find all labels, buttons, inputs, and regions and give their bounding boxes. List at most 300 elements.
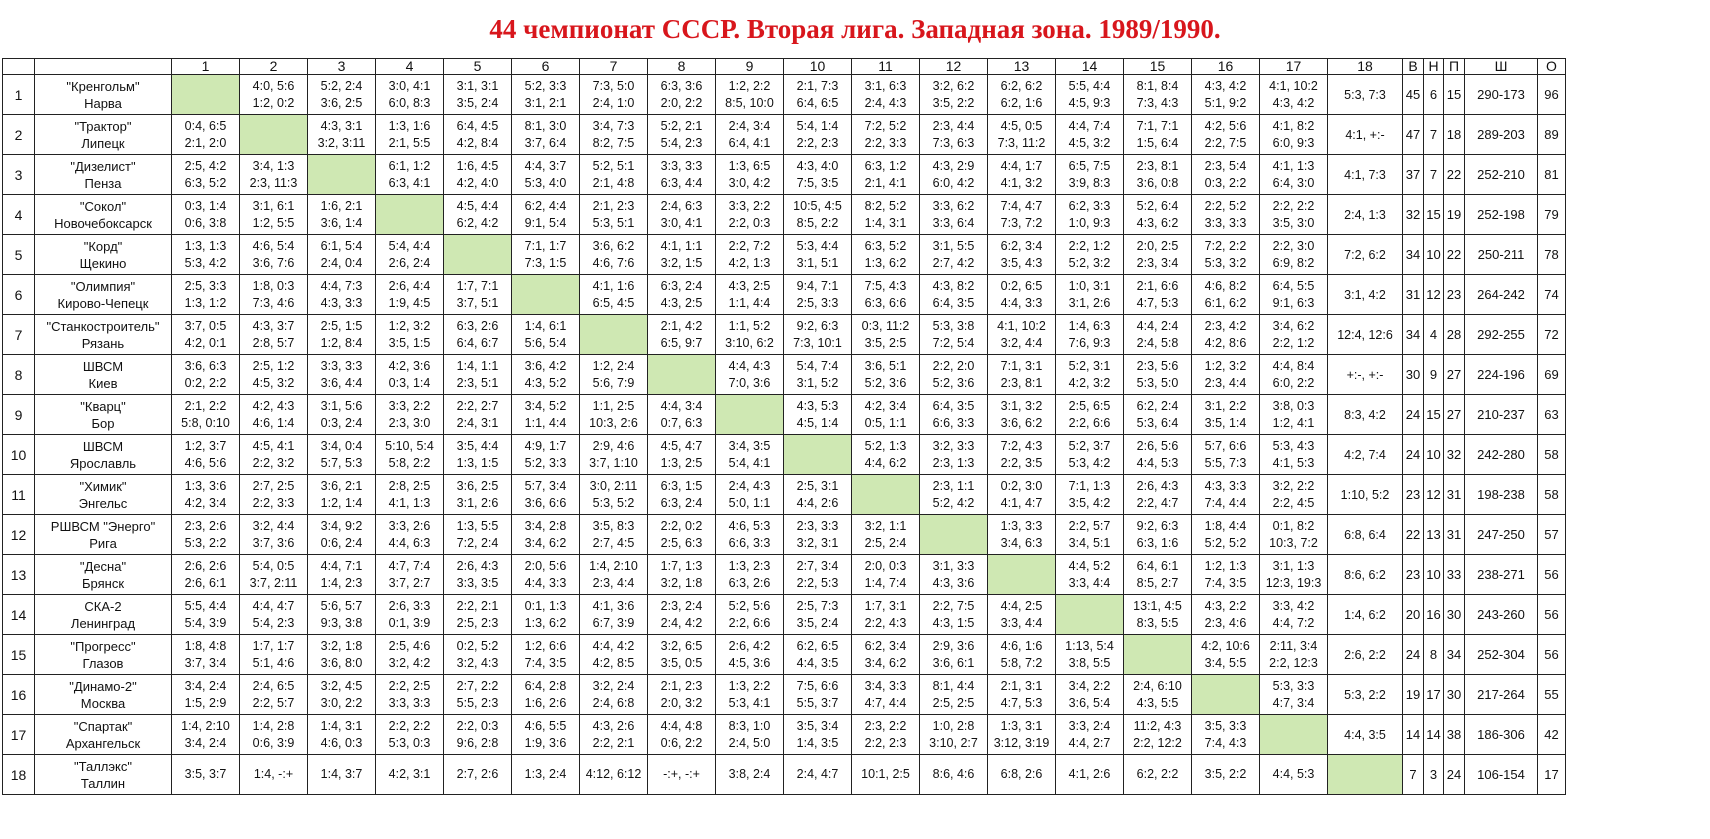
result-cell bbox=[240, 715, 308, 755]
result-line-2: 3:1, 5:2 bbox=[796, 375, 839, 390]
result-line-1: 3:6, 2:5 bbox=[456, 478, 499, 493]
result-line-1: 8:3, 1:0 bbox=[728, 718, 771, 733]
result-line-1: 3:5, 3:4 bbox=[796, 718, 839, 733]
result-line-1: 2:1, 2:2 bbox=[184, 398, 227, 413]
result-line-2: 3:6, 8:0 bbox=[320, 655, 363, 670]
points: 72 bbox=[1538, 315, 1566, 355]
result-cell bbox=[852, 75, 920, 115]
result-cell bbox=[172, 395, 240, 435]
losses: 31 bbox=[1444, 475, 1465, 515]
result-cell bbox=[376, 115, 444, 155]
diagonal-cell bbox=[512, 275, 580, 315]
result-line-1: 4:1, 10:2 bbox=[997, 318, 1046, 333]
result-line-1: 3:2, 6:5 bbox=[660, 638, 703, 653]
result-cell-18: 3:1, 4:2 bbox=[1328, 275, 1403, 315]
result-line-2: 5:3, 6:4 bbox=[1136, 415, 1179, 430]
result-line-1: 4:4, 4:2 bbox=[592, 638, 635, 653]
result-line-2: 2:7, 4:5 bbox=[592, 535, 635, 550]
result-cell bbox=[1056, 75, 1124, 115]
table-row bbox=[3, 235, 1566, 275]
result-line-1: 5:2, 2:4 bbox=[320, 78, 363, 93]
result-line-2: 5:8, 2:2 bbox=[388, 455, 431, 470]
team-cell bbox=[35, 195, 172, 235]
result-cell bbox=[716, 555, 784, 595]
result-cell-18: 4:2, 7:4 bbox=[1328, 435, 1403, 475]
wins: 14 bbox=[1403, 715, 1424, 755]
team-cell bbox=[35, 395, 172, 435]
result-cell bbox=[1192, 155, 1260, 195]
result-line-2: 2:6, 2:4 bbox=[388, 255, 431, 270]
result-line-2: 7:3, 6:3 bbox=[932, 135, 975, 150]
result-line-1: 8:1, 3:0 bbox=[524, 118, 567, 133]
wins: 31 bbox=[1403, 275, 1424, 315]
row-number: 10 bbox=[3, 435, 35, 475]
result-cell bbox=[920, 475, 988, 515]
result-line-1: 4:3, 3:3 bbox=[1204, 478, 1247, 493]
result-line-1: 3:6, 6:3 bbox=[184, 358, 227, 373]
result-cell bbox=[444, 435, 512, 475]
result-line-2: 2:2, 5:7 bbox=[252, 695, 295, 710]
result-line-2: 4:3, 3:6 bbox=[932, 575, 975, 590]
draws: 10 bbox=[1424, 435, 1444, 475]
result-line-1: 1:4, -:+ bbox=[253, 767, 294, 781]
result-line-1: 1:3, 6:5 bbox=[728, 158, 771, 173]
result-line-1: 6:2, 6:5 bbox=[796, 638, 839, 653]
table-row bbox=[3, 715, 1566, 755]
result-cell bbox=[1056, 235, 1124, 275]
result-line-2: 3:2, 4:3 bbox=[456, 655, 499, 670]
result-line-2: 3:10, 6:2 bbox=[725, 335, 774, 350]
result-line-2: 5:5, 7:3 bbox=[1204, 455, 1247, 470]
result-cell bbox=[852, 515, 920, 555]
result-line-1: 2:2, 7:2 bbox=[728, 238, 771, 253]
result-cell bbox=[580, 555, 648, 595]
result-cell-18: 8:3, 4:2 bbox=[1328, 395, 1403, 435]
result-line-1: 6:1, 1:2 bbox=[388, 158, 431, 173]
result-line-1: 3:5, 3:3 bbox=[1204, 718, 1247, 733]
result-line-1: 4:6, 5:5 bbox=[524, 718, 567, 733]
result-line-2: 5:4, 2:3 bbox=[660, 135, 703, 150]
points: 81 bbox=[1538, 155, 1566, 195]
goals: 217-264 bbox=[1465, 675, 1538, 715]
row-number: 11 bbox=[3, 475, 35, 515]
result-line-2: 5:2, 3:6 bbox=[932, 375, 975, 390]
points: 55 bbox=[1538, 675, 1566, 715]
result-line-1: 3:4, 2:2 bbox=[1068, 678, 1111, 693]
goals: 238-271 bbox=[1465, 555, 1538, 595]
result-line-2: 5:3, 4:0 bbox=[524, 175, 567, 190]
result-line-2: 6:2, 4:2 bbox=[456, 215, 499, 230]
result-cell bbox=[716, 595, 784, 635]
result-line-2: 1:2, 0:2 bbox=[252, 95, 295, 110]
result-cell bbox=[1124, 275, 1192, 315]
team-cell bbox=[35, 475, 172, 515]
diagonal-cell bbox=[716, 395, 784, 435]
result-cell bbox=[920, 155, 988, 195]
result-line-1: 3:3, 2:4 bbox=[1068, 718, 1111, 733]
result-cell bbox=[1124, 195, 1192, 235]
result-line-1: 2:5, 3:3 bbox=[184, 278, 227, 293]
team-name: "Кренгольм" bbox=[66, 78, 140, 94]
result-cell bbox=[852, 715, 920, 755]
result-line-2: 3:6, 5:4 bbox=[1068, 695, 1111, 710]
result-cell bbox=[988, 755, 1056, 795]
result-line-2: 9:6, 2:8 bbox=[456, 735, 499, 750]
result-line-2: 3:1, 2:1 bbox=[524, 95, 567, 110]
result-cell bbox=[1192, 115, 1260, 155]
result-line-2: 0:6, 2:2 bbox=[660, 735, 703, 750]
team-city: Бор bbox=[91, 415, 115, 431]
result-cell bbox=[784, 635, 852, 675]
result-line-2: 2:3, 8:1 bbox=[1000, 375, 1043, 390]
result-line-1: 3:4, 7:3 bbox=[592, 118, 635, 133]
result-cell bbox=[512, 755, 580, 795]
result-cell bbox=[512, 115, 580, 155]
table-row bbox=[3, 555, 1566, 595]
points: 58 bbox=[1538, 435, 1566, 475]
result-cell bbox=[512, 515, 580, 555]
result-line-2: 3:7, 3:6 bbox=[252, 535, 295, 550]
result-line-2: 1:3, 6:2 bbox=[524, 615, 567, 630]
result-line-1: 5:2, 6:4 bbox=[1136, 198, 1179, 213]
result-line-2: 2:2, 7:5 bbox=[1204, 135, 1247, 150]
result-line-2: 4:1, 1:3 bbox=[388, 495, 431, 510]
result-cell bbox=[1260, 675, 1328, 715]
result-line-2: 4:4, 7:2 bbox=[1272, 615, 1315, 630]
result-cell bbox=[512, 235, 580, 275]
result-line-1: 5:2, 2:1 bbox=[660, 118, 703, 133]
result-line-2: 3:3, 4:4 bbox=[1000, 615, 1043, 630]
result-line-1: 2:2, 0:3 bbox=[456, 718, 499, 733]
result-cell bbox=[444, 635, 512, 675]
result-line-1: 1:3, 3:6 bbox=[184, 478, 227, 493]
result-cell bbox=[1124, 555, 1192, 595]
result-cell bbox=[920, 355, 988, 395]
result-line-2: 4:6, 7:6 bbox=[592, 255, 635, 270]
header-w: В bbox=[1403, 59, 1424, 75]
result-cell bbox=[1260, 355, 1328, 395]
header-d: Н bbox=[1424, 59, 1444, 75]
points: 42 bbox=[1538, 715, 1566, 755]
result-line-1: 6:4, 5:5 bbox=[1272, 278, 1315, 293]
result-cell bbox=[240, 275, 308, 315]
result-line-1: 3:1, 2:2 bbox=[1204, 398, 1247, 413]
table-row bbox=[3, 115, 1566, 155]
page-title: 44 чемпионат СССР. Вторая лига. Западная зона. 1989/1990. bbox=[489, 14, 1221, 44]
result-line-1: 0:2, 5:2 bbox=[456, 638, 499, 653]
result-line-1: 4:4, 4:7 bbox=[252, 598, 295, 613]
result-line-1: 1:3, 3:3 bbox=[1000, 518, 1043, 533]
result-line-1: 6:2, 3:3 bbox=[1068, 198, 1111, 213]
result-line-1: 2:3, 8:1 bbox=[1136, 158, 1179, 173]
result-line-2: 3:7, 3:4 bbox=[184, 655, 227, 670]
team-city: Липецк bbox=[81, 135, 125, 151]
result-cell bbox=[1260, 595, 1328, 635]
result-line-2: 7:0, 3:6 bbox=[728, 375, 771, 390]
result-cell bbox=[308, 395, 376, 435]
result-cell bbox=[988, 235, 1056, 275]
diagonal-cell bbox=[784, 435, 852, 475]
result-line-1: 3:2, 1:1 bbox=[864, 518, 907, 533]
result-line-2: 2:2, 2:1 bbox=[592, 735, 635, 750]
result-line-2: 2:3, 5:1 bbox=[456, 375, 499, 390]
result-line-1: 6:2, 2:4 bbox=[1136, 398, 1179, 413]
goals: 250-211 bbox=[1465, 235, 1538, 275]
result-line-2: 6:9, 8:2 bbox=[1272, 255, 1315, 270]
result-cell bbox=[172, 635, 240, 675]
losses: 30 bbox=[1444, 595, 1465, 635]
result-line-2: 6:5, 4:5 bbox=[592, 295, 635, 310]
result-line-2: 1:9, 3:6 bbox=[524, 735, 567, 750]
result-line-2: 3:2, 4:2 bbox=[388, 655, 431, 670]
result-line-1: 5:5, 4:4 bbox=[184, 598, 227, 613]
result-line-1: 8:2, 5:2 bbox=[864, 198, 907, 213]
result-cell bbox=[920, 555, 988, 595]
result-cell bbox=[1192, 475, 1260, 515]
result-cell bbox=[512, 475, 580, 515]
draws: 3 bbox=[1424, 755, 1444, 795]
result-line-1: 3:1, 6:3 bbox=[864, 78, 907, 93]
result-line-2: 3:5, 1:5 bbox=[388, 335, 431, 350]
goals: 252-198 bbox=[1465, 195, 1538, 235]
result-cell bbox=[988, 115, 1056, 155]
result-cell bbox=[376, 275, 444, 315]
result-line-1: 9:2, 6:3 bbox=[796, 318, 839, 333]
result-cell bbox=[512, 595, 580, 635]
result-cell bbox=[308, 675, 376, 715]
result-line-1: 4:4, 2:4 bbox=[1136, 318, 1179, 333]
result-line-2: 3:6, 7:6 bbox=[252, 255, 295, 270]
result-cell bbox=[648, 435, 716, 475]
result-line-2: 6:6, 3:3 bbox=[932, 415, 975, 430]
losses: 33 bbox=[1444, 555, 1465, 595]
result-cell bbox=[172, 315, 240, 355]
goals: 242-280 bbox=[1465, 435, 1538, 475]
result-cell bbox=[376, 75, 444, 115]
result-line-1: 7:3, 5:0 bbox=[592, 78, 635, 93]
row-number: 13 bbox=[3, 555, 35, 595]
result-line-1: 2:6, 4:4 bbox=[388, 278, 431, 293]
team-city: Рязань bbox=[81, 335, 125, 351]
result-cell bbox=[512, 75, 580, 115]
result-line-1: 11:2, 4:3 bbox=[1133, 718, 1182, 733]
result-line-1: 3:3, 3:3 bbox=[320, 358, 363, 373]
points: 79 bbox=[1538, 195, 1566, 235]
result-line-2: 8:2, 7:5 bbox=[592, 135, 635, 150]
result-line-2: 4:2, 8:5 bbox=[592, 655, 635, 670]
result-line-1: 3:1, 1:3 bbox=[1272, 558, 1315, 573]
result-cell bbox=[648, 555, 716, 595]
result-cell bbox=[648, 115, 716, 155]
result-cell bbox=[512, 635, 580, 675]
result-cell bbox=[716, 315, 784, 355]
result-line-1: 2:2, 2:7 bbox=[456, 398, 499, 413]
team-cell bbox=[35, 315, 172, 355]
team-name: "Дизелист" bbox=[70, 158, 136, 174]
result-line-2: 4:2, 8:4 bbox=[456, 135, 499, 150]
result-line-2: 5:8, 7:2 bbox=[1000, 655, 1043, 670]
result-line-2: 8:5, 2:7 bbox=[1136, 575, 1179, 590]
result-cell bbox=[308, 435, 376, 475]
result-cell bbox=[512, 435, 580, 475]
result-line-2: 2:2, 12:2 bbox=[1133, 735, 1182, 750]
result-line-2: 12:3, 19:3 bbox=[1265, 575, 1322, 590]
result-line-1: 6:3, 2:4 bbox=[660, 278, 703, 293]
header-l: П bbox=[1444, 59, 1465, 75]
header-col-10: 10 bbox=[784, 59, 852, 75]
table-row bbox=[3, 675, 1566, 715]
result-line-2: 2:6, 6:1 bbox=[184, 575, 227, 590]
result-line-1: 4:4, 2:5 bbox=[1000, 598, 1043, 613]
result-line-2: 5:3, 3:2 bbox=[1204, 255, 1247, 270]
losses: 32 bbox=[1444, 435, 1465, 475]
result-line-1: 1:4, 6:3 bbox=[1068, 318, 1111, 333]
result-cell bbox=[1124, 235, 1192, 275]
result-cell bbox=[1192, 275, 1260, 315]
result-line-1: 4:5, 4:1 bbox=[252, 438, 295, 453]
draws: 10 bbox=[1424, 235, 1444, 275]
result-cell bbox=[1260, 155, 1328, 195]
result-cell-18: 5:3, 2:2 bbox=[1328, 675, 1403, 715]
result-line-2: 0:1, 3:9 bbox=[388, 615, 431, 630]
result-line-2: 4:6, 5:6 bbox=[184, 455, 227, 470]
result-line-1: 4:5, 4:4 bbox=[456, 198, 499, 213]
result-line-2: 1:4, 3:5 bbox=[796, 735, 839, 750]
result-cell bbox=[716, 475, 784, 515]
team-name: ШВСМ bbox=[82, 438, 124, 454]
result-line-1: 3:5, 4:4 bbox=[456, 438, 499, 453]
result-line-2: 4:4, 6:3 bbox=[388, 535, 431, 550]
result-line-2: 4:4, 6:2 bbox=[864, 455, 907, 470]
result-line-2: 1:1, 4:4 bbox=[728, 295, 771, 310]
result-line-2: 2:2, 0:3 bbox=[728, 215, 771, 230]
result-line-2: 3:6, 6:6 bbox=[524, 495, 567, 510]
result-line-1: 5:7, 6:6 bbox=[1204, 438, 1247, 453]
result-line-1: 2:1, 4:2 bbox=[660, 318, 703, 333]
result-line-2: 2:5, 2:4 bbox=[864, 535, 907, 550]
result-line-2: 2:2, 3:3 bbox=[252, 495, 295, 510]
result-cell bbox=[648, 275, 716, 315]
result-line-1: 0:1, 8:2 bbox=[1272, 518, 1315, 533]
result-cell bbox=[580, 275, 648, 315]
result-line-1: 3:4, 6:2 bbox=[1272, 318, 1315, 333]
result-line-1: 4:5, 4:7 bbox=[660, 438, 703, 453]
team-city: Глазов bbox=[82, 655, 124, 671]
result-cell bbox=[172, 595, 240, 635]
team-cell bbox=[35, 595, 172, 635]
result-line-1: 1:2, 3:7 bbox=[184, 438, 227, 453]
result-cell bbox=[852, 195, 920, 235]
result-line-2: 3:7, 1:10 bbox=[589, 455, 638, 470]
losses: 28 bbox=[1444, 315, 1465, 355]
result-line-2: 5:5, 2:3 bbox=[456, 695, 499, 710]
result-line-1: 2:3, 5:4 bbox=[1204, 158, 1247, 173]
result-cell bbox=[1124, 595, 1192, 635]
team-cell bbox=[35, 155, 172, 195]
result-cell bbox=[308, 475, 376, 515]
result-line-1: 3:5, 3:7 bbox=[184, 767, 227, 781]
result-cell bbox=[1124, 475, 1192, 515]
result-line-1: 7:1, 1:3 bbox=[1068, 478, 1111, 493]
result-line-1: 3:2, 2:4 bbox=[592, 678, 635, 693]
result-cell bbox=[1056, 315, 1124, 355]
result-line-2: 3:5, 3:0 bbox=[1272, 215, 1315, 230]
result-line-1: 4:0, 5:6 bbox=[252, 78, 295, 93]
result-line-2: 2:0, 3:2 bbox=[660, 695, 703, 710]
header-col-7: 7 bbox=[580, 59, 648, 75]
result-line-2: 6:0, 9:3 bbox=[1272, 135, 1315, 150]
diagonal-cell bbox=[920, 515, 988, 555]
result-line-1: 2:5, 4:6 bbox=[388, 638, 431, 653]
diagonal-cell bbox=[376, 195, 444, 235]
result-cell bbox=[444, 115, 512, 155]
result-line-1: 7:1, 1:7 bbox=[524, 238, 567, 253]
goals: 198-238 bbox=[1465, 475, 1538, 515]
result-line-1: 2:7, 3:4 bbox=[796, 558, 839, 573]
result-line-2: 4:5, 3:2 bbox=[252, 375, 295, 390]
result-line-1: 6:4, 6:1 bbox=[1136, 558, 1179, 573]
result-cell-18: 12:4, 12:6 bbox=[1328, 315, 1403, 355]
result-cell bbox=[172, 475, 240, 515]
result-line-2: 4:2, 3:4 bbox=[184, 495, 227, 510]
result-line-2: 0:3, 1:4 bbox=[388, 375, 431, 390]
result-line-2: 3:5, 2:5 bbox=[864, 335, 907, 350]
result-line-1: 3:5, 2:2 bbox=[1204, 767, 1247, 781]
result-line-2: 6:4, 4:1 bbox=[728, 135, 771, 150]
result-cell bbox=[172, 555, 240, 595]
result-cell bbox=[1056, 515, 1124, 555]
team-city: Таллин bbox=[80, 775, 126, 791]
result-line-1: 2:3, 3:3 bbox=[796, 518, 839, 533]
header-col-15: 15 bbox=[1124, 59, 1192, 75]
result-cell bbox=[1260, 315, 1328, 355]
result-line-2: 2:4, 5:0 bbox=[728, 735, 771, 750]
result-line-1: 2:0, 2:5 bbox=[1136, 238, 1179, 253]
result-cell bbox=[240, 355, 308, 395]
result-line-2: 6:1, 6:2 bbox=[1204, 295, 1247, 310]
diagonal-cell bbox=[1260, 715, 1328, 755]
result-line-2: 0:6, 2:4 bbox=[320, 535, 363, 550]
result-line-1: 4:2, 3:1 bbox=[388, 767, 431, 781]
result-line-2: 4:7, 3:4 bbox=[1272, 695, 1315, 710]
diagonal-cell bbox=[1192, 675, 1260, 715]
result-line-1: 2:1, 2:3 bbox=[592, 198, 635, 213]
result-line-1: 2:2, 5:7 bbox=[1068, 518, 1111, 533]
result-line-1: 2:2, 2:0 bbox=[932, 358, 975, 373]
row-number: 9 bbox=[3, 395, 35, 435]
result-line-2: 4:1, 5:3 bbox=[1272, 455, 1315, 470]
result-line-1: 3:4, 3:5 bbox=[728, 438, 771, 453]
result-line-2: 8:5, 2:2 bbox=[796, 215, 839, 230]
result-cell bbox=[172, 355, 240, 395]
wins: 32 bbox=[1403, 195, 1424, 235]
result-cell bbox=[1124, 715, 1192, 755]
result-cell bbox=[988, 395, 1056, 435]
result-cell bbox=[1056, 435, 1124, 475]
result-cell bbox=[1056, 555, 1124, 595]
result-line-2: 9:1, 5:4 bbox=[524, 215, 567, 230]
result-line-1: 1:4, 2:10 bbox=[589, 558, 638, 573]
row-number: 7 bbox=[3, 315, 35, 355]
result-cell bbox=[308, 755, 376, 795]
team-cell bbox=[35, 715, 172, 755]
table-row bbox=[3, 635, 1566, 675]
draws: 10 bbox=[1424, 555, 1444, 595]
result-cell bbox=[716, 235, 784, 275]
result-line-2: 4:4, 3:5 bbox=[796, 655, 839, 670]
result-cell bbox=[444, 395, 512, 435]
result-line-2: 3:4, 5:1 bbox=[1068, 535, 1111, 550]
